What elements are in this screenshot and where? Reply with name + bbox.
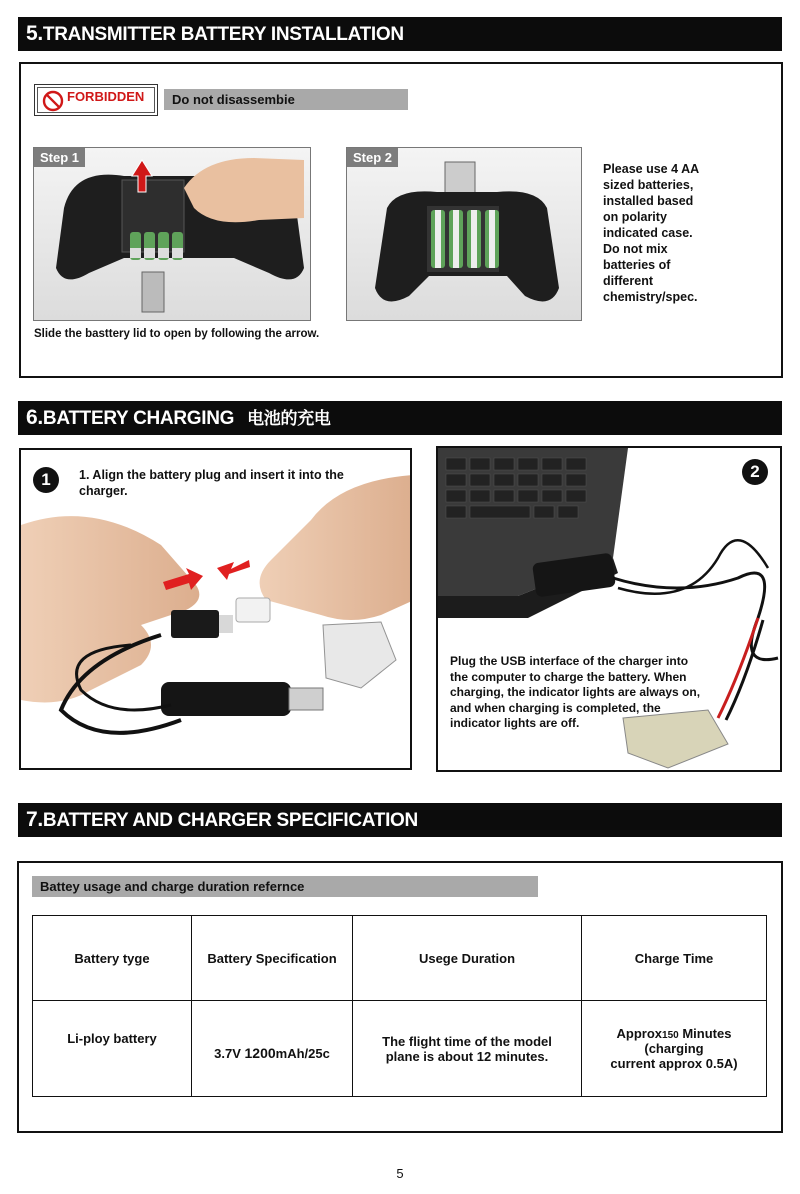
note-line: batteries of [603,258,671,272]
step2-number-badge: 2 [742,459,768,485]
table-row [33,1001,767,1097]
section5-title: TRANSMITTER BATTERY INSTALLATION [42,24,404,45]
note-line: Do not mix [603,242,668,256]
battery-note [603,161,699,305]
spec-voltage: 3.7V [214,1045,241,1061]
section7-header [18,803,782,837]
step1-number-badge: 1 [33,467,59,493]
forbidden-label: FORBIDDEN [67,89,145,104]
usage-line: plane is about 12 minutes. [385,1048,549,1064]
step1-text-line: charger. [79,484,128,498]
header-cell: Usege Duration [353,916,582,1001]
charging-step2-text [450,654,700,732]
controller-open-lid-image [34,148,311,321]
note-line: Please use 4 AA [603,162,700,176]
charge-minutes: 150 [662,1030,679,1041]
table-header-row [33,916,767,1001]
forbidden-icon [42,90,64,112]
step2-text-line: the computer to charge the battery. When [450,669,687,684]
usage-line: The flight time of the model [382,1033,552,1049]
usage-duration-cell [353,1001,582,1097]
spec-suffix: mAh/25c [275,1045,330,1061]
section5-header [18,17,782,51]
charge-prefix: Approx [616,1026,663,1041]
step2-photo [346,147,582,321]
warning-text: Do not disassembie [172,92,295,107]
note-line: chemistry/spec. [603,290,698,304]
section6-number: 6. [26,406,43,429]
battery-spec-cell [192,1001,353,1097]
step2-text-line: Plug the USB interface of the charger into [450,654,689,668]
header-cell: Charge Time [582,916,767,1001]
note-line: indicated case. [603,226,693,240]
step1-label: Step 1 [34,148,85,167]
step2-text-line: charging, the indicator lights are always on, [450,685,701,699]
section7-number: 7. [26,808,43,831]
step2-text-line: indicator lights are off. [450,716,580,730]
table-caption-bar [32,876,538,897]
section7-title: BATTERY AND CHARGER SPECIFICATION [42,810,418,831]
charging-step1-panel [19,448,412,770]
table-caption: Battey usage and charge duration refernce [40,879,305,894]
spec-capacity: 1200 [244,1044,276,1061]
section6-header [18,401,782,435]
note-line: sized batteries, [603,178,694,192]
step2-label: Step 2 [347,148,398,167]
step1-text-line: 1. Align the battery plug and insert it into the [79,468,344,482]
charge-time-cell [582,1001,767,1097]
spec-table [32,915,767,1097]
battery-type-cell: Li-ploy battery [33,1001,192,1097]
warning-bar [164,89,408,110]
section6-title: BATTERY CHARGING [42,408,235,429]
header-cell: Battery tyge [33,916,192,1001]
step2-text-line: and when charging is completed, the [450,700,661,715]
charging-step1-text [79,467,344,499]
note-line: installed based [603,194,694,208]
section5-number: 5. [26,22,43,45]
header-cell: Battery Specification [192,916,353,1001]
note-line: different [603,274,653,288]
step1-caption: Slide the basttery lid to open by following the arrow. [34,328,320,340]
charge-line2: current approx 0.5A) [610,1056,738,1071]
step1-photo [33,147,311,321]
forbidden-badge [34,84,158,116]
section6-title-cn: 电池的充电 [247,409,331,428]
charging-step2-panel [436,446,782,772]
charge-rest: Minutes (charging [644,1026,732,1056]
page-number: 5 [396,1166,404,1181]
note-line: on polarity [603,210,667,224]
controller-batteries-image [347,148,582,321]
